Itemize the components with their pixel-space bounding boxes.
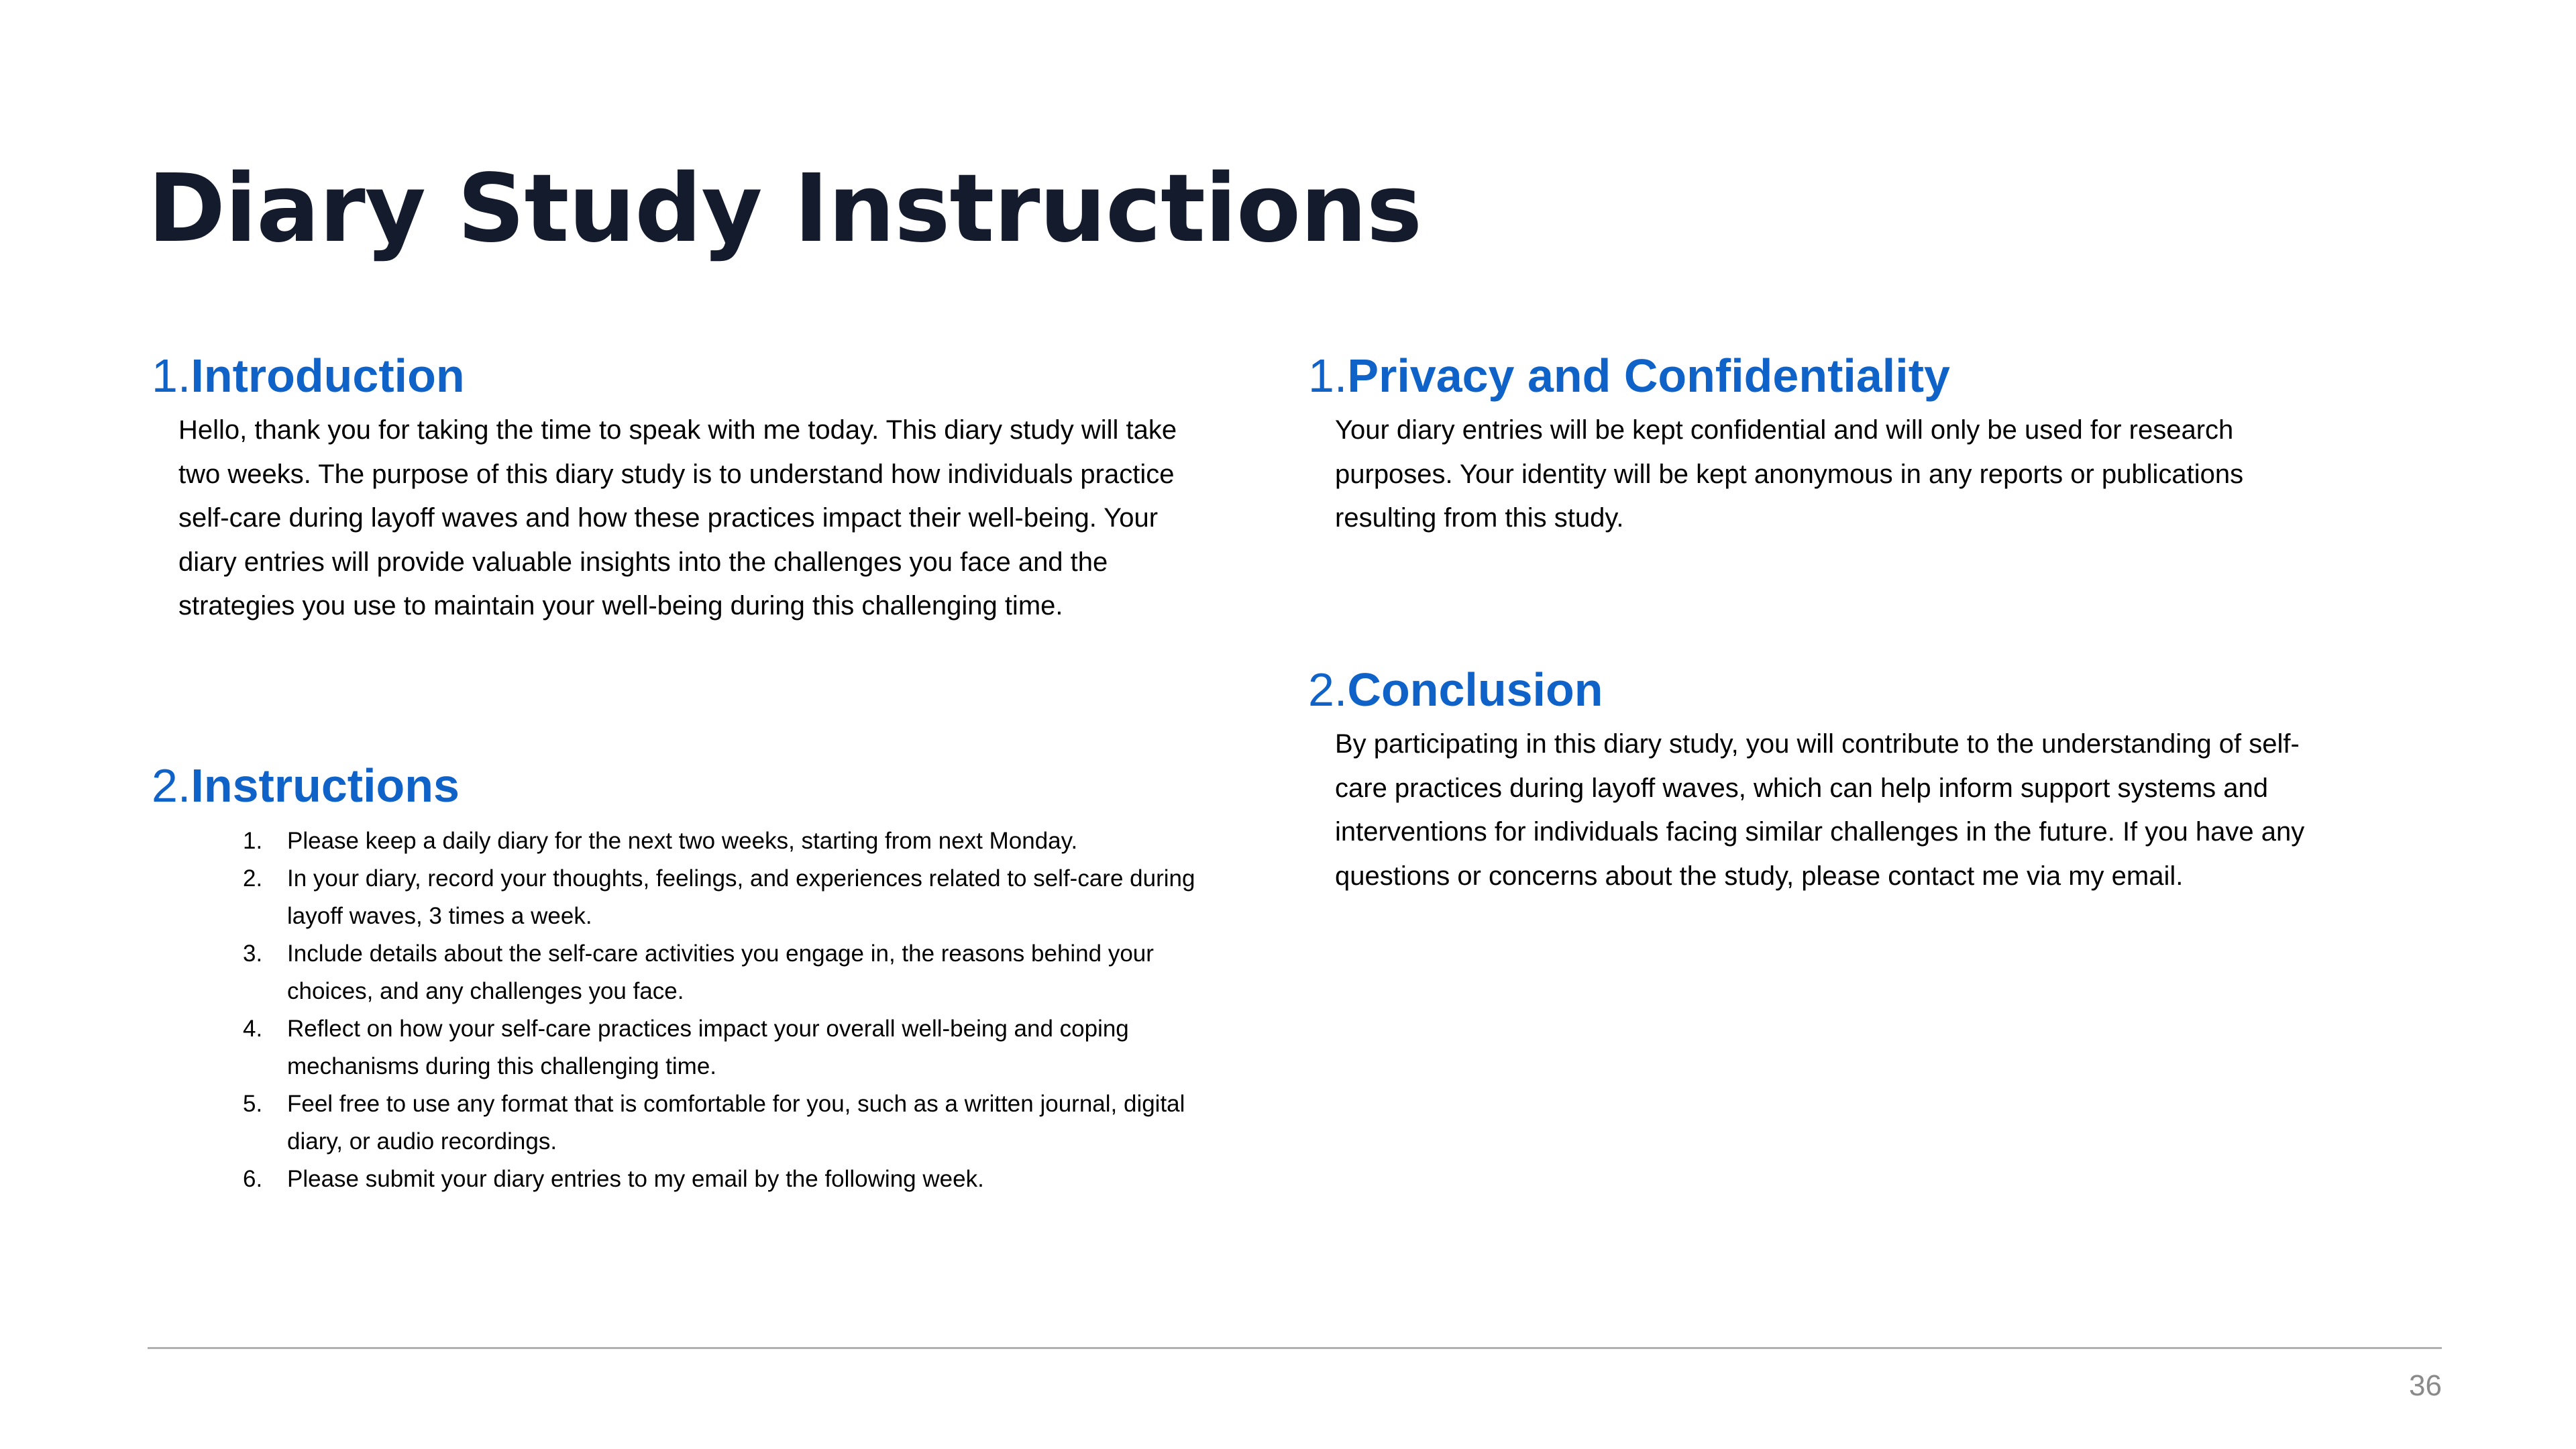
section-body-conclusion: By participating in this diary study, you will contribute to the understanding of self-care practices during layoff waves, which can help inform support systems and interventions for individuals facing similar challenges in the future. If you have any questions or concerns about the study, please contact me via my email. bbox=[1335, 729, 2305, 891]
section-title: Privacy and Confidentiality bbox=[1347, 350, 1950, 402]
instruction-step bbox=[152, 1085, 1198, 1161]
page-number: 36 bbox=[2409, 1369, 2442, 1402]
section-number: 2. bbox=[1308, 663, 1348, 716]
section-title: Introduction bbox=[191, 350, 465, 402]
section-heading-conclusion bbox=[1308, 659, 2341, 720]
step-text: Please submit your diary entries to my email by the following week. bbox=[287, 1166, 984, 1192]
instruction-step bbox=[152, 935, 1198, 1010]
section-heading-introduction bbox=[152, 345, 1185, 406]
step-number: 2. bbox=[243, 865, 263, 892]
section-title: Conclusion bbox=[1347, 663, 1603, 716]
instruction-step bbox=[152, 1161, 1198, 1198]
step-number: 3. bbox=[243, 941, 263, 967]
instruction-step bbox=[152, 822, 1198, 860]
page-title: Diary Study Instructions bbox=[148, 154, 1422, 264]
step-text: Include details about the self-care activities you engage in, the reasons behind your choices, and any challenges you face. bbox=[287, 941, 1154, 1004]
section-number: 1. bbox=[1308, 350, 1348, 402]
step-text: Feel free to use any format that is comfortable for you, such as a written journal, digital diary, or audio recordings. bbox=[287, 1091, 1185, 1155]
step-number: 1. bbox=[243, 828, 263, 854]
step-number: 6. bbox=[243, 1166, 263, 1192]
step-number: 5. bbox=[243, 1091, 263, 1117]
section-number: 2. bbox=[152, 759, 191, 812]
step-text: Please keep a daily diary for the next two weeks, starting from next Monday. bbox=[287, 828, 1078, 854]
section-heading-privacy bbox=[1308, 345, 2341, 406]
section-heading-instructions bbox=[152, 755, 1198, 816]
section-number: 1. bbox=[152, 350, 191, 402]
step-text: In your diary, record your thoughts, feelings, and experiences related to self-care during layoff waves, 3 times a week. bbox=[287, 865, 1195, 929]
instruction-step bbox=[152, 1010, 1198, 1085]
step-text: Reflect on how your self-care practices impact your overall well-being and coping mechanisms during this challenging time. bbox=[287, 1016, 1129, 1079]
footer-divider bbox=[148, 1347, 2442, 1349]
section-privacy bbox=[1308, 345, 2341, 541]
section-body-privacy: Your diary entries will be kept confidential and will only be used for research purposes. Your identity will be kept anonymous in any reports or publications resulting from this study. bbox=[1335, 415, 2244, 533]
section-instructions bbox=[152, 755, 1198, 1198]
section-title: Instructions bbox=[191, 759, 460, 812]
step-number: 4. bbox=[243, 1016, 263, 1042]
instruction-step bbox=[152, 860, 1198, 935]
section-body-introduction: Hello, thank you for taking the time to speak with me today. This diary study will take two weeks. The purpose of this diary study is to understand how individuals practice self-care during layoff waves and how these practices impact their well-being. Your diary entries will provide valuable insights into the challenges you face and the strategies you use to maintain your well-being during this challenging time. bbox=[178, 415, 1177, 621]
section-introduction bbox=[152, 345, 1185, 629]
instruction-steps-list bbox=[152, 822, 1198, 1198]
section-conclusion bbox=[1308, 659, 2341, 898]
